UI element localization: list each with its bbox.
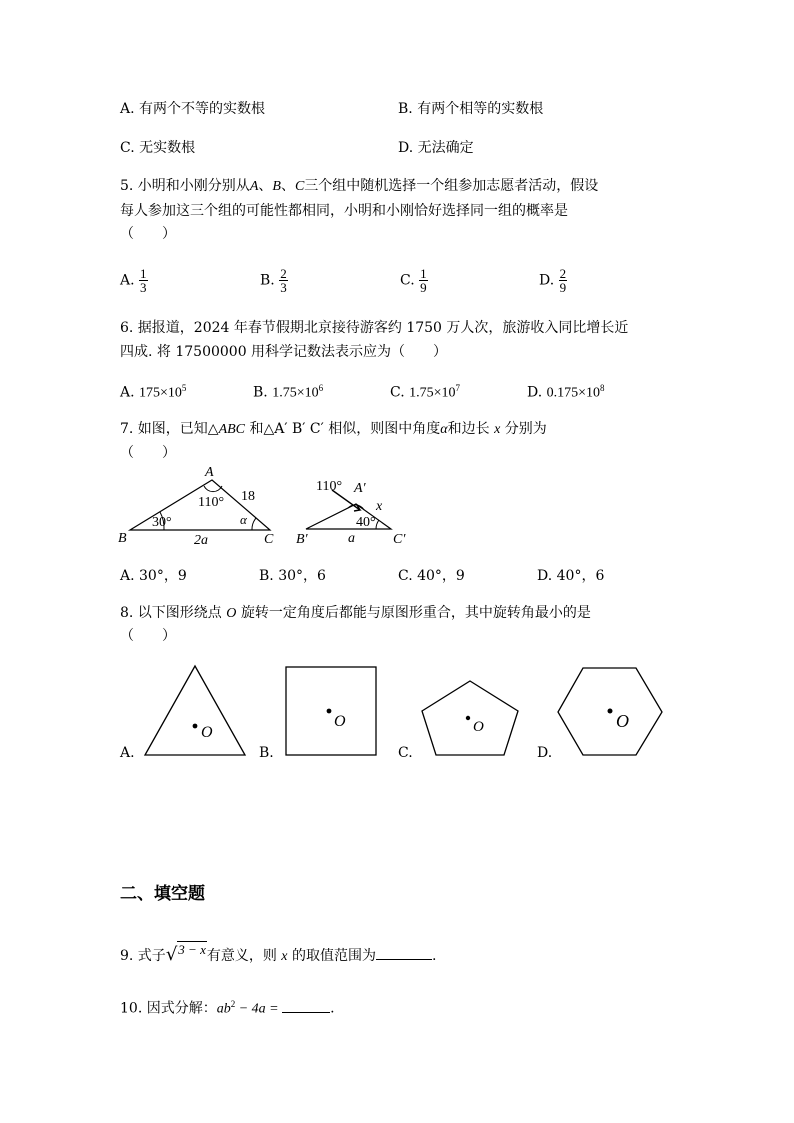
q5-stem-line2: 每人参加这三个组的可能性都相同，小明和小刚恰好选择同一组的概率是 bbox=[120, 203, 568, 219]
q7-option-a: A. 30°，9 bbox=[120, 568, 187, 584]
sqrt-expression: √3 − x bbox=[165, 942, 206, 965]
q6-stem-line1: 6. 据报道，2024 年春节假期北京接待游客约 1750 万人次，旅游收入同比增长近 bbox=[120, 320, 629, 336]
q8-stem-line1: 8. 以下图形绕点 O 旋转一定角度后都能与原图形重合，其中旋转角最小的是 bbox=[120, 605, 591, 621]
radical-sign-icon: √ bbox=[165, 944, 178, 965]
q10-stem: 10. 因式分解：$ab^2 - 4a$ = . bbox=[120, 999, 335, 1017]
center-label-o: O bbox=[473, 719, 484, 735]
q8-square-figure bbox=[282, 664, 382, 758]
angle-a-value: 110° bbox=[198, 495, 225, 510]
q8-option-a-label: A. bbox=[120, 745, 135, 761]
q4-option-c: C. 无实数根 bbox=[120, 140, 196, 156]
center-label-o: O bbox=[201, 724, 213, 741]
q7-option-b: B. 30°，6 bbox=[259, 568, 326, 584]
vertex-b-label: B bbox=[118, 531, 127, 546]
q7-option-d: D. 40°，6 bbox=[537, 568, 605, 584]
angle-c-prime-value: 40° bbox=[356, 515, 376, 530]
q8-triangle-figure bbox=[140, 662, 250, 762]
q7-answer-paren: （ ） bbox=[120, 445, 176, 461]
q5-option-a: A. $\frac{1}{3}$ bbox=[120, 266, 147, 295]
q8-option-c-label: C. bbox=[398, 745, 413, 761]
side-bc-length: 2a bbox=[194, 533, 208, 548]
q9-answer-blank bbox=[376, 959, 432, 960]
q8-option-d-label: D. bbox=[537, 745, 553, 761]
angle-a-prime-value: 110° bbox=[316, 479, 343, 494]
q9-stem: 9. 式子√3 − x有意义，则 x 的取值范围为 . bbox=[120, 942, 437, 965]
q5-option-d: D. $\frac{2}{9}$ bbox=[539, 266, 567, 295]
q5-option-c: C. $\frac{1}{9}$ bbox=[400, 266, 427, 295]
q6-option-a: A. $175\times 10^5$ bbox=[120, 383, 187, 401]
q8-pentagon-figure bbox=[416, 676, 526, 758]
vertex-c-prime-label: C′ bbox=[393, 532, 406, 547]
center-label-o: O bbox=[334, 713, 346, 730]
center-point-o bbox=[193, 724, 198, 729]
vertex-a-prime-label: A′ bbox=[354, 481, 366, 496]
q10-answer-blank bbox=[282, 1012, 330, 1013]
vertex-b-prime-label: B′ bbox=[296, 532, 308, 547]
angle-c-alpha: α bbox=[240, 512, 247, 527]
q8-option-b-label: B. bbox=[259, 745, 274, 761]
vertex-a-label: A bbox=[205, 465, 214, 480]
q6-option-b: B. $1.75\times 10^6$ bbox=[253, 383, 324, 401]
q4-option-d: D. 无法确定 bbox=[398, 140, 474, 156]
q7-triangle-a-prime-figure bbox=[288, 470, 418, 552]
q6-option-c: C. $1.75\times 10^7$ bbox=[390, 383, 461, 401]
q7-option-c: C. 40°，9 bbox=[398, 568, 465, 584]
q7-stem-line1: 7. 如图，已知△ABC 和△A′ B′ C′ 相似，则图中角度α和边长 x 分别为 bbox=[120, 421, 547, 437]
center-point-o bbox=[327, 709, 332, 714]
q4-option-a: A. 有两个不等的实数根 bbox=[120, 101, 266, 117]
side-ac-length: 18 bbox=[241, 489, 255, 504]
q6-option-d: D. $0.175\times 10^8$ bbox=[527, 383, 605, 401]
section-heading-fill-in: 二、填空题 bbox=[120, 884, 205, 904]
q8-answer-paren: （ ） bbox=[120, 628, 176, 644]
q5-option-b: B. $\frac{2}{3}$ bbox=[260, 266, 287, 295]
vertex-c-label: C bbox=[264, 532, 274, 547]
center-point-o bbox=[608, 709, 613, 714]
q8-hexagon-figure bbox=[554, 664, 666, 758]
q5-stem-line1: 5. 小明和小刚分别从A、B、C三个组中随机选择一个组参加志愿者活动，假设 bbox=[120, 178, 599, 194]
angle-c-prime-arc bbox=[376, 520, 379, 529]
center-point-o bbox=[466, 716, 470, 720]
center-label-o: O bbox=[616, 711, 629, 731]
side-x-label: x bbox=[376, 499, 383, 514]
q5-answer-paren: （ ） bbox=[120, 226, 176, 242]
q7-triangle-abc-figure bbox=[112, 462, 282, 552]
equilateral-triangle bbox=[145, 666, 245, 755]
q4-option-b: B. 有两个相等的实数根 bbox=[398, 101, 544, 117]
angle-b-value: 30° bbox=[152, 515, 172, 530]
angle-c-arc bbox=[252, 518, 256, 530]
side-b-prime-c-prime-length: a bbox=[348, 531, 355, 546]
q6-stem-line2: 四成. 将 17500000 用科学记数法表示应为（ ） bbox=[120, 344, 448, 360]
